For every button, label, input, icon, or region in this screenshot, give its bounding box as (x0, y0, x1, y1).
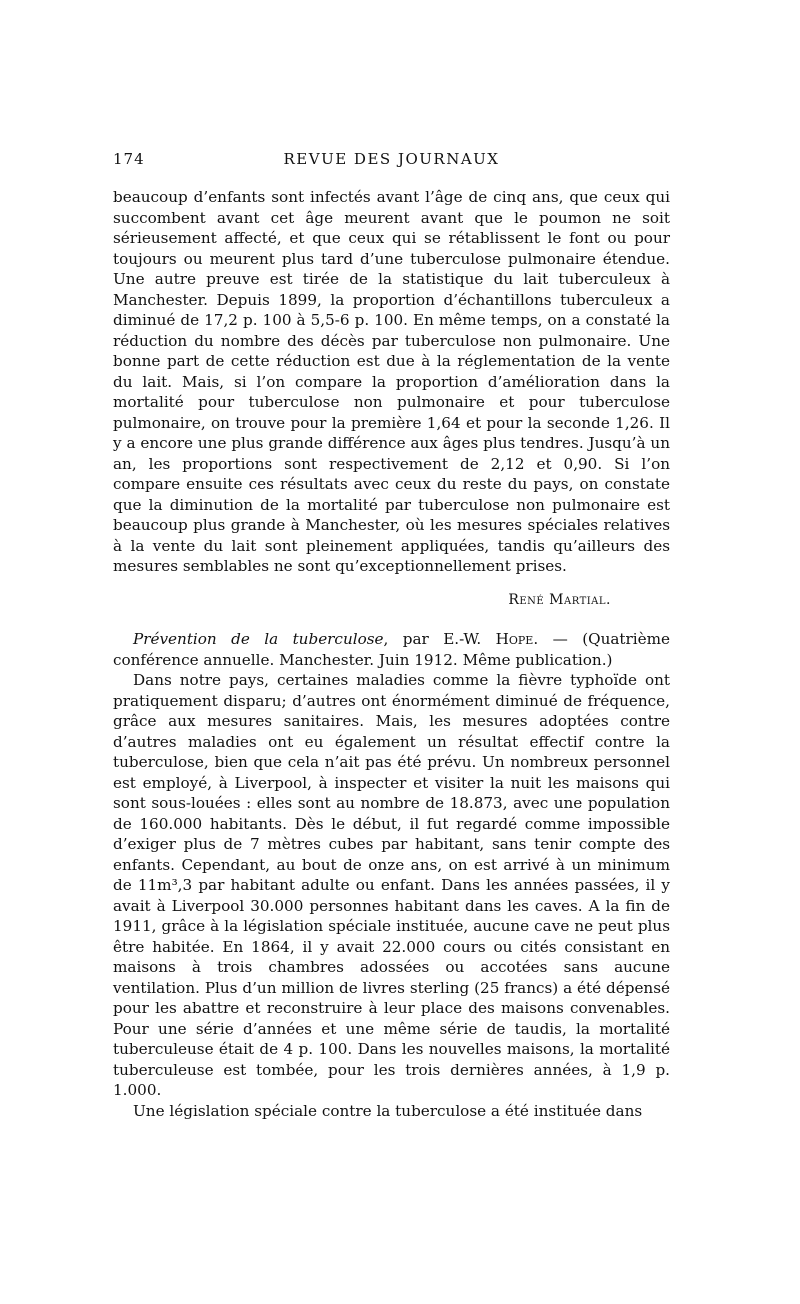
article-title: Prévention de la tuberculose (133, 630, 384, 648)
article-heading (113, 629, 670, 670)
page-header (113, 150, 670, 170)
running-title: REVUE DES JOURNAUX (283, 150, 500, 168)
body-paragraph: beaucoup d’enfants sont infectés avant l’âge de cinq ans, que ceux qui succombent avant cet âge meurent avant que le poumon ne soit sérieusement affecté, et que ceux qui se rétablissent le font ou pour toujours ou meurent plus tard d’une tuberculose pulmonaire étendue. Une autre preuve est tirée de la statistique du lait tuberculeux à Manchester. Depuis 1899, la proportion d’échantillons tuberculeux a diminué de 17,2 p. 100 à 5,5-6 p. 100. En même temps, on a constaté la réduction du nombre des décès par tuberculose non pulmonaire. Une bonne part de cette réduction est due à la réglementation de la vente du lait. Mais, si l’on compare la proportion d’amélioration dans la mortalité pour tuberculose non pulmonaire et pour tuberculose pulmonaire, on trouve pour la première 1,64 et pour la seconde 1,26. Il y a encore une plus grande différence aux âges plus tendres. Jusqu’à un an, les proportions sont respectivement de 2,12 et 0,90. Si l’on compare ensuite ces résultats avec ceux du reste du pays, on constate que la diminution de la mortalité par tuberculose non pulmonaire est beaucoup plus grande à Manchester, où les mesures spéciales relatives à la vente du lait sont pleinement appliquées, tandis qu’ailleurs des mesures semblables ne sont qu’exceptionnellement prises. (113, 188, 670, 575)
body-paragraph: Dans notre pays, certaines maladies comme la fièvre typhoïde ont pratiquement disparu; d’autres ont énormément diminué de fréquence, grâce aux mesures sanitaires. Mais, les mesures adoptées contre d’autres maladies ont eu également un résultat effectif contre la tuberculose, bien que cela n’ait pas été prévu. Un nombreux personnel est employé, à Liverpool, à inspecter et visiter la nuit les maisons qui sont sous-louées : elles sont au nombre de 18.873, avec une population de 160.000 habitants. Dès le début, il fut regardé comme impossible d’exiger plus de 7 mètres cubes par habitant, sans tenir compte des enfants. Cependant, au bout de onze ans, on est arrivé à un minimum de 11m³,3 par habitant adulte ou enfant. Dans les années passées, il y avait à Liverpool 30.000 personnes habitant dans les caves. A la fin de 1911, grâce à la législation spéciale instituée, aucune cave ne peut plus être habitée. En 1864, il y avait 22.000 cours ou cités consistant en maisons à trois chambres adossées ou accotées sans aucune ventilation. Plus d’un million de livres sterling (25 francs) a été dépensé pour les abattre et reconstruire à leur place des maisons convenables. Pour une série d’années et une même série de taudis, la mortalité tuberculeuse était de 4 p. 100. Dans les nouvelles maisons, la mortalité tuberculeuse est tombée, pour les trois dernières années, à 1,9 p. 1.000. (113, 671, 670, 1099)
page-number: 174 (113, 150, 145, 168)
article-continuation (113, 187, 670, 577)
article-author: Hope (495, 630, 534, 648)
author-signature: René Martial. (508, 592, 611, 608)
author-prefix: , par E.-W. (383, 630, 496, 648)
article-source: . — (Quatrième conférence annuelle. Manchester. Juin 1912. Même publication.) (113, 630, 671, 669)
body-paragraph-continued: Une législation spéciale contre la tuberculose a été instituée dans (133, 1101, 643, 1120)
article-prevention (113, 629, 670, 1121)
